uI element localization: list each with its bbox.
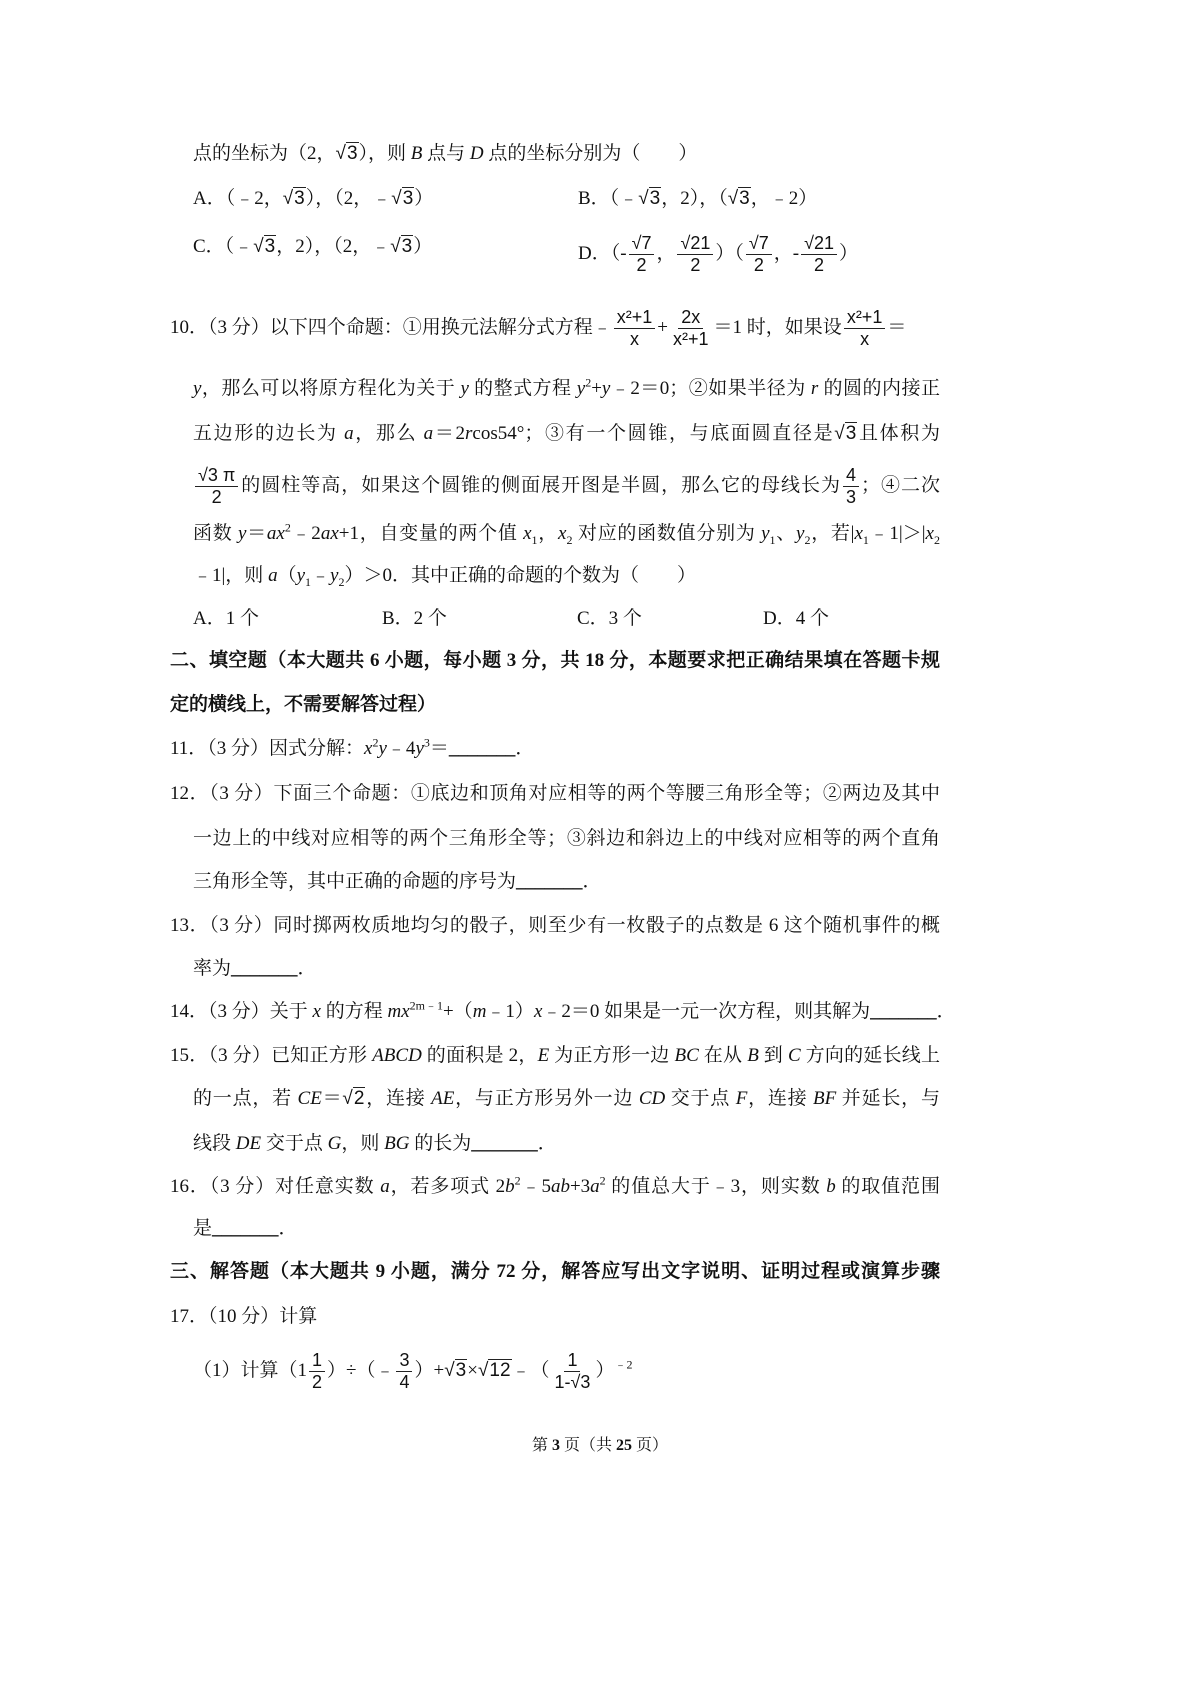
page-total: 25 <box>616 1437 632 1454</box>
math-variable: G <box>327 1133 342 1154</box>
denominator: 2 <box>312 1372 323 1392</box>
math-variable: x <box>312 1001 321 1022</box>
text: 、 <box>775 523 797 544</box>
fraction <box>801 233 837 276</box>
text: （ <box>277 565 297 586</box>
math-variable: CD <box>638 1088 666 1109</box>
math-variable: b <box>826 1176 836 1197</box>
square-root: √3 <box>335 143 358 164</box>
text: ） <box>414 188 434 209</box>
text-line <box>170 647 940 675</box>
text: ）÷（﹣ <box>327 1359 395 1381</box>
fraction <box>195 465 238 508</box>
text: 交于点 <box>261 1133 328 1154</box>
text: ＝ <box>246 523 267 544</box>
text: B．（﹣ <box>578 188 639 209</box>
text: A．（﹣2， <box>193 188 283 209</box>
text: ． <box>515 738 535 759</box>
math-variable: CE <box>297 1088 322 1109</box>
text-line <box>193 1215 298 1243</box>
page-footer: 第 3 页（共 25 页） <box>531 1437 669 1454</box>
text: ﹣（ <box>511 1359 550 1381</box>
radicand: 3 <box>264 236 276 257</box>
numerator: √21 <box>801 233 837 255</box>
subscript: 1 <box>769 532 776 547</box>
math-variable: y <box>460 378 469 399</box>
text: ﹣ <box>311 565 331 586</box>
math-variable: y <box>193 378 202 399</box>
subscript: 1 <box>531 532 538 547</box>
text: 点的坐标分别为（ ） <box>483 143 698 164</box>
text: 为正方形一边 <box>549 1045 675 1066</box>
text: 16．（3 分）对任意实数 <box>170 1176 381 1197</box>
text-line <box>193 185 433 213</box>
text: 三角形全等，其中正确的命题的序号为 <box>193 871 517 892</box>
text-line <box>170 780 940 808</box>
numerator: 1 <box>564 1350 580 1372</box>
math-variable: E <box>537 1045 550 1066</box>
numerator: x²+1 <box>844 307 886 329</box>
square-root: √12 <box>477 1359 511 1381</box>
text: 是 <box>193 1218 213 1239</box>
text: ﹣1|，则 <box>193 565 269 586</box>
denominator: 2 <box>636 255 647 275</box>
numerator: √7 <box>746 233 772 255</box>
text: ，连接 <box>747 1088 814 1109</box>
math-variable: BF <box>813 1088 837 1109</box>
math-variable: y <box>296 565 306 586</box>
answer-blank: _______ <box>471 1133 538 1154</box>
text: ） <box>413 236 433 257</box>
text: ） <box>839 242 859 264</box>
math-variable: y <box>237 523 247 544</box>
superscript: 2 <box>372 735 379 750</box>
text: D．（- <box>578 242 627 264</box>
text: + <box>657 316 669 338</box>
math-variable: x <box>854 523 863 544</box>
math-variable: m <box>472 1001 487 1022</box>
text: ），则 <box>358 143 411 164</box>
text: 的方程 <box>320 1001 388 1022</box>
text-line <box>170 1303 317 1331</box>
math-variable: AE <box>431 1088 455 1109</box>
math-variable: r <box>810 378 819 399</box>
math-variable: BG <box>384 1133 410 1154</box>
text: 的圆的内接正 <box>818 378 940 399</box>
page-number: 3 <box>551 1437 560 1454</box>
text: cos54°；③有一个圆锥，与底面圆直径是 <box>472 423 835 444</box>
text-line <box>170 1042 940 1070</box>
math-variable: ABCD <box>372 1045 422 1066</box>
text: ． <box>297 958 317 979</box>
text: ，连接 <box>365 1088 432 1109</box>
numerator: 3 <box>396 1350 412 1372</box>
text: ） <box>595 1359 615 1381</box>
text-line <box>170 998 956 1026</box>
square-root: √3 <box>727 188 750 209</box>
text: ﹣2 <box>290 523 321 544</box>
square-root: √3 <box>282 188 305 209</box>
text: 的圆柱等高，如果这个圆锥的侧面展开图是半圆，那么它的母线长为 <box>240 474 841 496</box>
denominator: 2 <box>690 255 701 275</box>
text-line <box>170 307 906 350</box>
subscript: 2 <box>804 532 811 547</box>
text: A．1 个 <box>193 608 259 629</box>
text: ，﹣2） <box>750 188 818 209</box>
square-root: √3 <box>390 236 413 257</box>
math-variable: F <box>735 1088 748 1109</box>
denominator: x <box>630 329 640 349</box>
math-variable: y <box>378 738 387 759</box>
text-line <box>193 420 940 448</box>
text: D．4 个 <box>763 608 829 629</box>
text: 17．（10 分）计算 <box>170 1306 318 1327</box>
text: ﹣2＝0；②如果半径为 <box>610 378 811 399</box>
fraction <box>614 307 656 350</box>
text: 15．（3 分）已知正方形 <box>170 1045 373 1066</box>
text: 的值总大于﹣3，则实数 <box>605 1176 827 1197</box>
math-variable: BC <box>674 1045 699 1066</box>
text: +1，自变量的两个值 <box>338 523 524 544</box>
text: 三、解答题（本大题共 9 小题，满分 72 分，解答应写出文字说明、证明过程或演算步骤 <box>170 1261 940 1282</box>
text: + <box>591 378 602 399</box>
math-variable: D <box>469 143 484 164</box>
text: 二、填空题（本大题共 6 小题，每小题 3 分，共 18 分，本题要求把正确结果填在答题卡规 <box>170 650 940 671</box>
math-variable: x <box>558 523 567 544</box>
text: ． <box>537 1133 557 1154</box>
text: 一边上的中线对应相等的两个三角形全等；③斜边和斜边上的中线对应相等的两个直角 <box>193 828 940 849</box>
math-variable: y <box>415 738 424 759</box>
superscript: 3 <box>423 735 430 750</box>
math-variable: mx <box>387 1001 410 1022</box>
text: ；④二次 <box>861 474 940 496</box>
text: ﹣4 <box>386 738 416 759</box>
text: ＝2 <box>433 423 465 444</box>
text: C．（﹣ <box>193 236 254 257</box>
text: ﹣5 <box>520 1176 551 1197</box>
square-root: √3 <box>253 236 276 257</box>
superscript: 2 <box>599 1173 606 1188</box>
numerator: x²+1 <box>614 307 656 329</box>
denominator: 2 <box>814 255 825 275</box>
superscript: ﹣2 <box>614 1357 633 1372</box>
answer-blank: _______ <box>516 871 583 892</box>
text-line <box>193 955 317 983</box>
math-variable: y <box>761 523 770 544</box>
text: 对应的函数值分别为 <box>572 523 762 544</box>
math-variable: ax <box>266 523 285 544</box>
numerator: √7 <box>629 233 655 255</box>
text: C．3 个 <box>577 608 642 629</box>
fraction <box>844 307 886 350</box>
text: ， <box>656 242 676 264</box>
denominator: 3 <box>846 487 857 507</box>
text: 11．（3 分）因式分解： <box>170 738 365 759</box>
text-line <box>170 691 436 719</box>
text: ，2），（ <box>661 188 728 209</box>
text-line <box>382 605 447 633</box>
text: 线段 <box>193 1133 236 1154</box>
text-line <box>193 562 696 590</box>
text-line <box>763 605 829 633</box>
answer-blank: _______ <box>212 1218 279 1239</box>
radicand: 3 <box>294 188 305 209</box>
math-variable: a <box>590 1176 600 1197</box>
numerator: 2x <box>678 307 703 329</box>
square-root: √3 <box>391 188 414 209</box>
text: ，若多项式 2 <box>389 1176 506 1197</box>
text: 五边形的边长为 <box>193 423 345 444</box>
superscript: 2 <box>585 375 592 390</box>
math-variable: a <box>268 565 278 586</box>
text: 在从 <box>698 1045 748 1066</box>
text: 的整式方程 <box>468 378 577 399</box>
text-line <box>170 1258 940 1286</box>
text: 到 <box>758 1045 788 1066</box>
subscript: 1 <box>862 532 869 547</box>
radicand: 3 <box>455 1359 467 1381</box>
radicand: 3 <box>649 188 661 209</box>
text: 12．（3 分）下面三个命题：①底边和顶角对应相等的两个等腰三角形全等；②两边及其中 <box>170 783 940 804</box>
text: B．2 个 <box>382 608 447 629</box>
text: ﹣1|＞| <box>868 523 926 544</box>
text: ． <box>936 1001 956 1022</box>
text: ． <box>582 871 602 892</box>
denominator: 2 <box>753 255 764 275</box>
numerator: 4 <box>843 465 859 487</box>
math-variable: y <box>330 565 339 586</box>
superscript: 2m﹣1 <box>409 998 443 1013</box>
text: ，那么 <box>353 423 424 444</box>
text-line <box>577 605 642 633</box>
text: 方向的延长线上 <box>800 1045 940 1066</box>
text-line <box>170 912 940 940</box>
text: ，那么可以将原方程化为关于 <box>201 378 461 399</box>
radicand: 3 <box>401 236 413 257</box>
text: ， <box>537 523 559 544</box>
text: 14．（3 分）关于 <box>170 1001 313 1022</box>
text-line <box>193 605 259 633</box>
fraction <box>396 1350 412 1393</box>
text-line <box>193 233 432 261</box>
text-line <box>170 735 534 763</box>
text-line <box>193 825 940 853</box>
fraction <box>629 233 655 276</box>
answer-blank: _______ <box>870 1001 937 1022</box>
math-variable: B <box>747 1045 759 1066</box>
text: ． <box>278 1218 298 1239</box>
math-variable: a <box>423 423 434 444</box>
subscript: 2 <box>566 532 573 547</box>
math-variable: y <box>796 523 805 544</box>
text-line <box>193 140 697 168</box>
square-root: √3 <box>834 423 857 444</box>
radicand: 2 <box>353 1088 365 1109</box>
subscript: 2 <box>338 574 345 589</box>
text: +3 <box>569 1176 591 1197</box>
text: 定的横线上，不需要解答过程） <box>170 694 437 715</box>
math-variable: y <box>576 378 586 399</box>
fraction <box>677 233 713 276</box>
math-variable: a <box>344 423 354 444</box>
text-line <box>193 520 940 548</box>
fraction <box>670 307 712 350</box>
denominator: 4 <box>399 1372 410 1392</box>
math-variable: DE <box>235 1133 262 1154</box>
text-line <box>170 1173 940 1201</box>
square-root: √3 <box>444 1359 467 1381</box>
radicand: 3 <box>402 188 414 209</box>
text: ，若| <box>810 523 855 544</box>
math-variable: x <box>364 738 373 759</box>
math-variable: r <box>465 423 473 444</box>
text: 并延长，与 <box>836 1088 940 1109</box>
numerator: √3 π <box>195 465 238 487</box>
math-variable: B <box>410 143 423 164</box>
denominator: 2 <box>211 487 222 507</box>
text: 率为 <box>193 958 232 979</box>
text: +（ <box>442 1001 473 1022</box>
numerator: 1 <box>309 1350 325 1372</box>
text-line <box>578 233 858 276</box>
superscript: 2 <box>514 1173 521 1188</box>
text: 13．（3 分）同时掷两枚质地均匀的骰子，则至少有一枚骰子的点数是 6 这个随机事件的概 <box>170 915 940 936</box>
text: 函数 <box>193 523 238 544</box>
math-variable: x <box>925 523 934 544</box>
fraction <box>746 233 772 276</box>
math-variable: ab <box>550 1176 570 1197</box>
denominator: 1-√3 <box>554 1372 591 1392</box>
radicand: 12 <box>489 1359 511 1381</box>
math-variable: C <box>787 1045 801 1066</box>
text-line <box>193 375 940 403</box>
subscript: 2 <box>933 532 940 547</box>
text: （1）计算（1 <box>193 1359 308 1381</box>
text-line <box>193 1130 557 1158</box>
text: 的长为 <box>409 1133 472 1154</box>
text: 点的坐标为（2， <box>193 143 336 164</box>
text: ，2），（2，﹣ <box>276 236 391 257</box>
text: 10．（3 分）以下四个命题：①用换元法解分式方程﹣ <box>170 316 612 338</box>
text: 交于点 <box>665 1088 736 1109</box>
text: 点与 <box>422 143 470 164</box>
text: ＝1 时，如果设 <box>713 316 842 338</box>
text: ），（2，﹣ <box>305 188 392 209</box>
radicand: 3 <box>845 423 857 444</box>
subscript: 1 <box>305 574 312 589</box>
fraction <box>309 1350 325 1393</box>
text: × <box>467 1359 478 1381</box>
text: ＝ <box>429 738 449 759</box>
radicand: 3 <box>346 143 358 164</box>
text: 且体积为 <box>857 423 940 444</box>
answer-blank: _______ <box>231 958 298 979</box>
text: 的面积是 2， <box>421 1045 538 1066</box>
numerator: √21 <box>677 233 713 255</box>
text: ﹣1） <box>486 1001 534 1022</box>
text: ＝ <box>321 1088 343 1109</box>
answer-blank: _______ <box>448 738 516 759</box>
text: 的一点，若 <box>193 1088 298 1109</box>
text-line <box>193 1085 940 1113</box>
text: ，- <box>773 242 800 264</box>
denominator: x²+1 <box>673 329 709 349</box>
text: ＝ <box>887 316 907 338</box>
text: ，与正方形另外一边 <box>454 1088 639 1109</box>
text-line <box>578 185 817 213</box>
math-variable: y <box>601 378 611 399</box>
denominator: x <box>860 329 870 349</box>
radicand: 3 <box>739 188 750 209</box>
text-line <box>193 868 602 896</box>
fraction <box>552 1350 594 1393</box>
text-line <box>193 1350 632 1393</box>
math-variable: a <box>380 1176 390 1197</box>
math-variable: x <box>533 1001 543 1022</box>
text: 的取值范围 <box>835 1176 940 1197</box>
text: ）+ <box>414 1359 445 1381</box>
superscript: 2 <box>284 520 291 535</box>
math-variable: x <box>523 523 532 544</box>
text: ）＞0．其中正确的命题的个数为（ ） <box>344 565 696 586</box>
text: ﹣2＝0 如果是一元一次方程，则其解为 <box>542 1001 871 1022</box>
text: ）（ <box>715 242 744 264</box>
text: ，则 <box>341 1133 385 1154</box>
math-variable: ax <box>320 523 339 544</box>
fraction <box>843 465 859 508</box>
square-root: √2 <box>342 1088 365 1109</box>
text-line <box>193 465 940 508</box>
square-root: √3 <box>638 188 661 209</box>
math-variable: b <box>505 1176 515 1197</box>
